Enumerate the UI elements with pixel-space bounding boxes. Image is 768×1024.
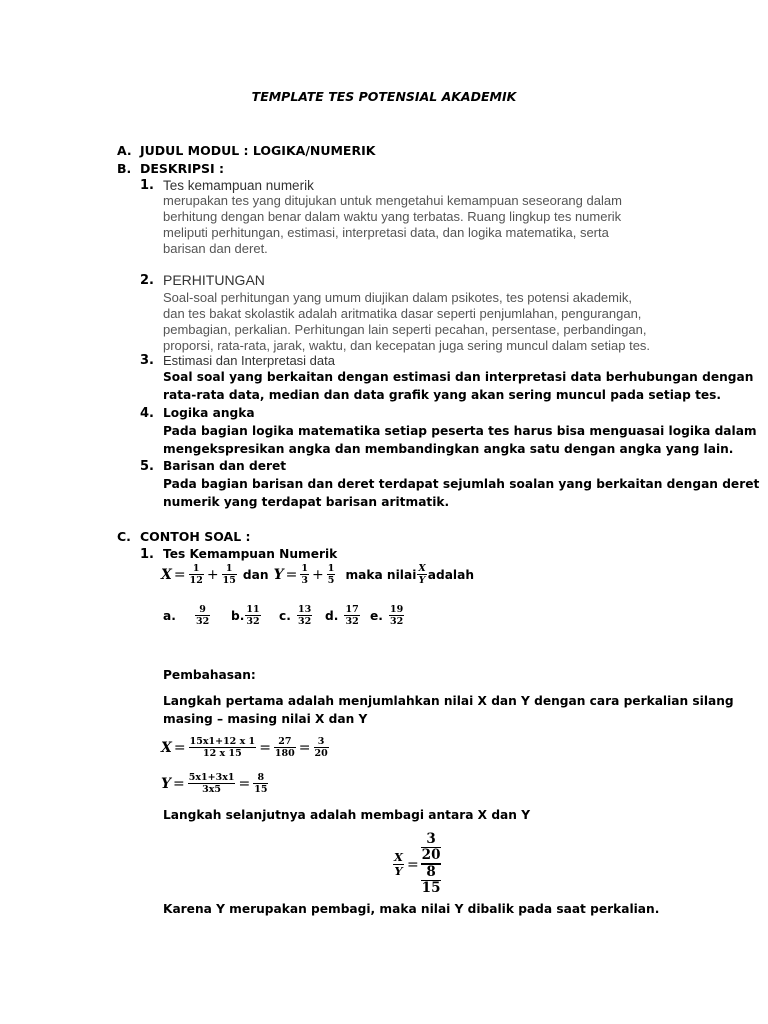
fraction-denominator: Y	[418, 575, 426, 586]
desc-line: pembagian, perkalian. Perhitungan lain seperti pecahan, persentase, perbandingan,	[163, 322, 647, 337]
option-numerator: 9	[195, 604, 210, 616]
desc-line: barisan dan deret.	[163, 241, 268, 256]
desc-line: numerik yang terdapat barisan aritmatik.	[163, 495, 450, 509]
fraction-denominator: Y	[394, 863, 403, 878]
desc-line: mengekspresikan angka dan membandingkan angka satu dengan angka yang lain.	[163, 442, 734, 456]
option-label: e.	[370, 609, 383, 623]
fraction-denominator: 12	[189, 575, 203, 586]
option-a	[163, 604, 211, 627]
question-maka-nilai: maka nilai	[345, 568, 417, 582]
example-title: Tes Kemampuan Numerik	[163, 547, 338, 561]
desc-line: merupakan tes yang ditujukan untuk mengetahui kemampuan seseorang dalam	[163, 193, 622, 208]
equals-sign: =	[406, 856, 419, 873]
option-b	[231, 604, 262, 627]
fraction-numerator: X	[418, 563, 426, 574]
fraction-denominator: 12 x 15	[203, 748, 242, 759]
option-denominator: 32	[345, 616, 359, 627]
example-number: 1.	[140, 547, 154, 562]
fraction-denominator: 15	[222, 575, 236, 586]
option-denominator: 32	[246, 616, 260, 627]
fraction-numerator: 15x1+12 x 1	[189, 736, 256, 747]
plus-sign: +	[311, 567, 324, 583]
desc-number: 4.	[140, 406, 154, 421]
desc-line: proporsi, rata-rata, jarak, waktu, dan kecepatan juga sering muncul dalam setiap tes.	[163, 338, 651, 353]
fraction-numerator: 3	[314, 736, 329, 748]
option-label: a.	[163, 609, 176, 623]
desc-number: 3.	[140, 353, 154, 368]
section-b-title: DESKRIPSI :	[140, 161, 225, 176]
fraction-numerator: 1	[189, 563, 204, 575]
desc-number: 5.	[140, 459, 154, 474]
desc-line: Soal-soal perhitungan yang umum diujikan dalam psikotes, tes potensi akademik,	[163, 290, 632, 305]
question-adalah: adalah	[427, 568, 475, 582]
fraction-numerator: 8	[421, 865, 442, 881]
division-equation	[392, 832, 441, 896]
equals-sign: =	[173, 740, 186, 756]
desc-line: dan tes bakat skolastik adalah aritmatika dasar seperti penjumlahan, pengurangan,	[163, 306, 642, 321]
fraction-numerator: 3	[421, 832, 442, 848]
desc-title: Logika angka	[163, 406, 255, 420]
pembahasan-heading: Pembahasan:	[163, 668, 256, 682]
equals-sign: =	[298, 740, 311, 756]
fraction-numerator: 1	[301, 563, 308, 574]
desc-title: PERHITUNGAN	[163, 272, 265, 288]
option-denominator: 32	[195, 616, 210, 627]
desc-title: Estimasi dan Interpretasi data	[163, 353, 335, 368]
option-label: b.	[231, 609, 245, 623]
step2-text: Langkah selanjutnya adalah membagi antara X dan Y	[163, 808, 531, 822]
calc-x-equation	[161, 736, 330, 759]
option-e	[370, 604, 405, 627]
fraction-denominator: 5	[327, 575, 335, 586]
var-x: X	[161, 740, 172, 756]
step3-text: Karena Y merupakan pembagi, maka nilai Y dibalik pada saat perkalian.	[163, 902, 660, 916]
var-x: X	[161, 567, 172, 583]
question-equation	[161, 563, 474, 586]
page-title: TEMPLATE TES POTENSIAL AKADEMIK	[251, 89, 517, 104]
section-a-title: JUDUL MODUL : LOGIKA/NUMERIK	[140, 143, 376, 158]
desc-line: Soal soal yang berkaitan dengan estimasi dan interpretasi data berhubungan dengan	[163, 370, 754, 384]
fraction-denominator: 20	[314, 748, 328, 759]
desc-line: meliputi perhitungan, estimasi, interpretasi data, dan logika matematika, serta	[163, 225, 609, 240]
desc-line: rata-rata data, median dan data grafik yang akan sering muncul pada setiap tes.	[163, 388, 722, 402]
option-label: c.	[279, 609, 291, 623]
section-c-letter: C.	[117, 529, 131, 544]
section-c-title: CONTOH SOAL :	[140, 529, 251, 544]
section-a-letter: A.	[117, 143, 132, 158]
option-c	[279, 604, 313, 627]
option-numerator: 17	[345, 604, 359, 615]
desc-line: Pada bagian logika matematika setiap peserta tes harus bisa menguasai logika dalam	[163, 424, 757, 438]
option-denominator: 32	[390, 616, 404, 627]
fraction-numerator: 1	[222, 563, 237, 575]
desc-title: Tes kemampuan numerik	[163, 178, 314, 193]
equals-sign: =	[259, 740, 271, 756]
section-b-letter: B.	[117, 161, 132, 176]
fraction-denominator: 20	[421, 847, 441, 863]
step1-line: masing – masing nilai X dan Y	[163, 712, 368, 726]
option-numerator: 13	[297, 604, 312, 615]
step1-line: Langkah pertama adalah menjumlahkan nilai X dan Y dengan cara perkalian silang	[163, 694, 734, 708]
var-y: Y	[273, 567, 284, 583]
option-denominator: 32	[297, 616, 312, 627]
fraction-denominator: 15	[254, 784, 268, 795]
desc-line: berhitung dengan benar dalam waktu yang terbatas. Ruang lingkup tes numerik	[163, 209, 622, 224]
option-d	[325, 604, 361, 627]
desc-number: 2.	[140, 273, 154, 288]
fraction-numerator: 8	[253, 772, 268, 784]
desc-line: Pada bagian barisan dan deret terdapat sejumlah soalan yang berkaitan dengan deret	[163, 477, 760, 491]
option-label: d.	[325, 609, 339, 623]
option-numerator: 11	[246, 604, 260, 615]
option-numerator: 19	[390, 604, 404, 615]
fraction-denominator: 15	[421, 880, 441, 896]
fraction-denominator: 3	[301, 575, 308, 586]
fraction-numerator: X	[394, 849, 403, 864]
plus-sign: +	[206, 567, 219, 583]
desc-title: Barisan dan deret	[163, 459, 287, 473]
equals-sign: =	[285, 567, 298, 583]
equals-sign: =	[173, 776, 185, 792]
fraction-numerator: 27	[274, 736, 296, 748]
fraction-numerator: 1	[327, 563, 335, 574]
fraction-numerator: 5x1+3x1	[188, 772, 235, 783]
conjunction-dan: dan	[242, 568, 269, 582]
fraction-denominator: 180	[274, 748, 295, 759]
desc-number: 1.	[140, 178, 154, 193]
calc-y-equation	[161, 772, 269, 795]
complex-fraction	[421, 832, 442, 896]
equals-sign: =	[238, 776, 251, 792]
var-y: Y	[161, 776, 171, 792]
equals-sign: =	[173, 567, 186, 583]
fraction-denominator: 3x5	[202, 784, 222, 795]
